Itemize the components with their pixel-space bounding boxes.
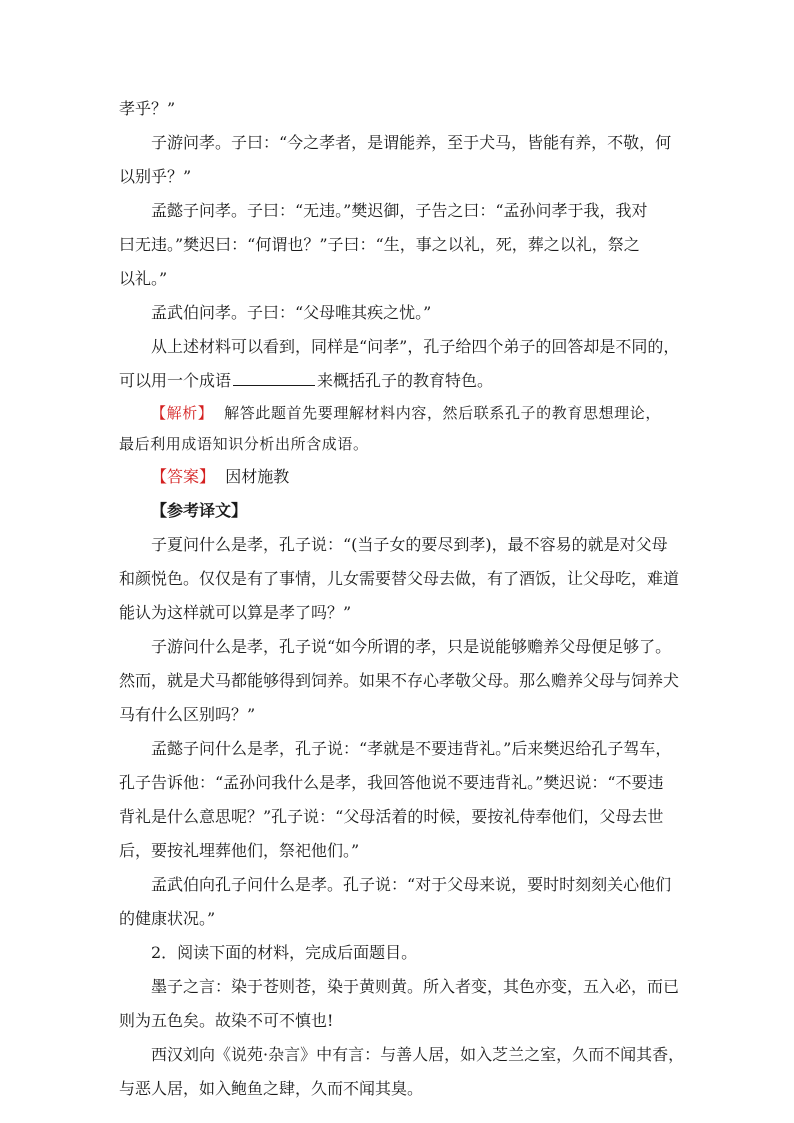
answer-label: 【答案】: [151, 467, 216, 486]
answer-text: 因材施教: [225, 467, 290, 486]
translation-line: 子游问什么是孝，孔子说“如今所谓的孝，只是说能够赡养父母便足够了。: [151, 637, 672, 656]
question-line: 与恶人居，如入鲍鱼之肆，久而不闻其臭。: [119, 1079, 424, 1098]
text-line: 孟懿子问孝。子曰：“无违。”樊迟御，子告之曰：“孟孙问孝于我，我对: [151, 201, 648, 220]
translation-line: 能认为这样就可以算是孝了吗？”: [119, 603, 352, 622]
answer-line: [119, 460, 679, 494]
text-line: 孝乎？”: [119, 99, 176, 118]
analysis-label: 【解析】: [151, 404, 214, 422]
text-segment: 可以用一个成语: [119, 371, 232, 390]
analysis-text: 解答此题首先要理解材料内容，然后联系孔子的教育思想理论，: [224, 404, 661, 422]
analysis-line: [119, 398, 679, 429]
document-content: [119, 92, 685, 1106]
translation-line: 后，要按礼埋葬他们，祭祀他们。”: [119, 841, 360, 860]
translation-line: 和颜悦色。仅仅是有了事情，儿女需要替父母去做，有了酒饭，让父母吃，难道: [119, 569, 680, 588]
question-heading: 2．阅读下面的材料，完成后面题目。: [151, 943, 418, 962]
translation-line: 孟懿子问什么是孝，孔子说：“孝就是不要违背礼。”后来樊迟给孔子驾车，: [151, 739, 672, 758]
translation-heading: 【参考译文】: [151, 501, 248, 520]
text-line: 曰无违。”樊迟曰：“何谓也？”子曰：“生，事之以礼，死，葬之以礼，祭之: [119, 235, 640, 254]
text-line: 以别乎？”: [119, 167, 192, 186]
translation-line: 子夏问什么是孝，孔子说：“(当子女的要尽到孝)，最不容易的就是对父母: [151, 535, 668, 554]
translation-line: 马有什么区别吗？”: [119, 705, 256, 724]
text-line: 以礼。”: [119, 269, 168, 288]
question-line: 则为五色矣。故染不可不慎也!: [119, 1011, 334, 1030]
analysis-line: 最后利用成语知识分析出所含成语。: [119, 435, 369, 453]
translation-line: 孟武伯向孔子问什么是孝。孔子说：“对于父母来说，要时时刻刻关心他们: [151, 875, 672, 894]
question-line: 墨子之言：染于苍则苍，染于黄则黄。所入者变，其色亦变，五入必，而已: [151, 977, 680, 996]
text-segment: 来概括孔子的教育特色。: [317, 371, 494, 390]
text-line: 孟武伯问孝。子曰：“父母唯其疾之忧。”: [151, 303, 432, 322]
question-line: 西汉刘向《说苑·杂言》中有言：与善人居，如入芝兰之室，久而不闻其香，: [151, 1045, 685, 1064]
text-line: 子游问孝。子曰：“今之孝者，是谓能养，至于犬马，皆能有养，不敬，何: [151, 133, 672, 152]
answer-blank: [233, 371, 315, 386]
fill-blank-line: [119, 364, 679, 398]
translation-line: 背礼是什么意思呢？”孔子说：“父母活着的时候，要按礼侍奉他们，父母去世: [119, 807, 664, 826]
translation-line: 的健康状况。”: [119, 909, 216, 928]
translation-line: 孔子告诉他：“孟孙问我什么是孝，我回答他说不要违背礼。”樊迟说：“不要违: [119, 773, 664, 792]
text-line: 从上述材料可以看到，同样是“问孝”，孔子给四个弟子的回答却是不同的，: [151, 337, 680, 356]
translation-line: 然而，就是犬马都能够得到饲养。如果不存心孝敬父母。那么赡养父母与饲养犬: [119, 671, 680, 690]
